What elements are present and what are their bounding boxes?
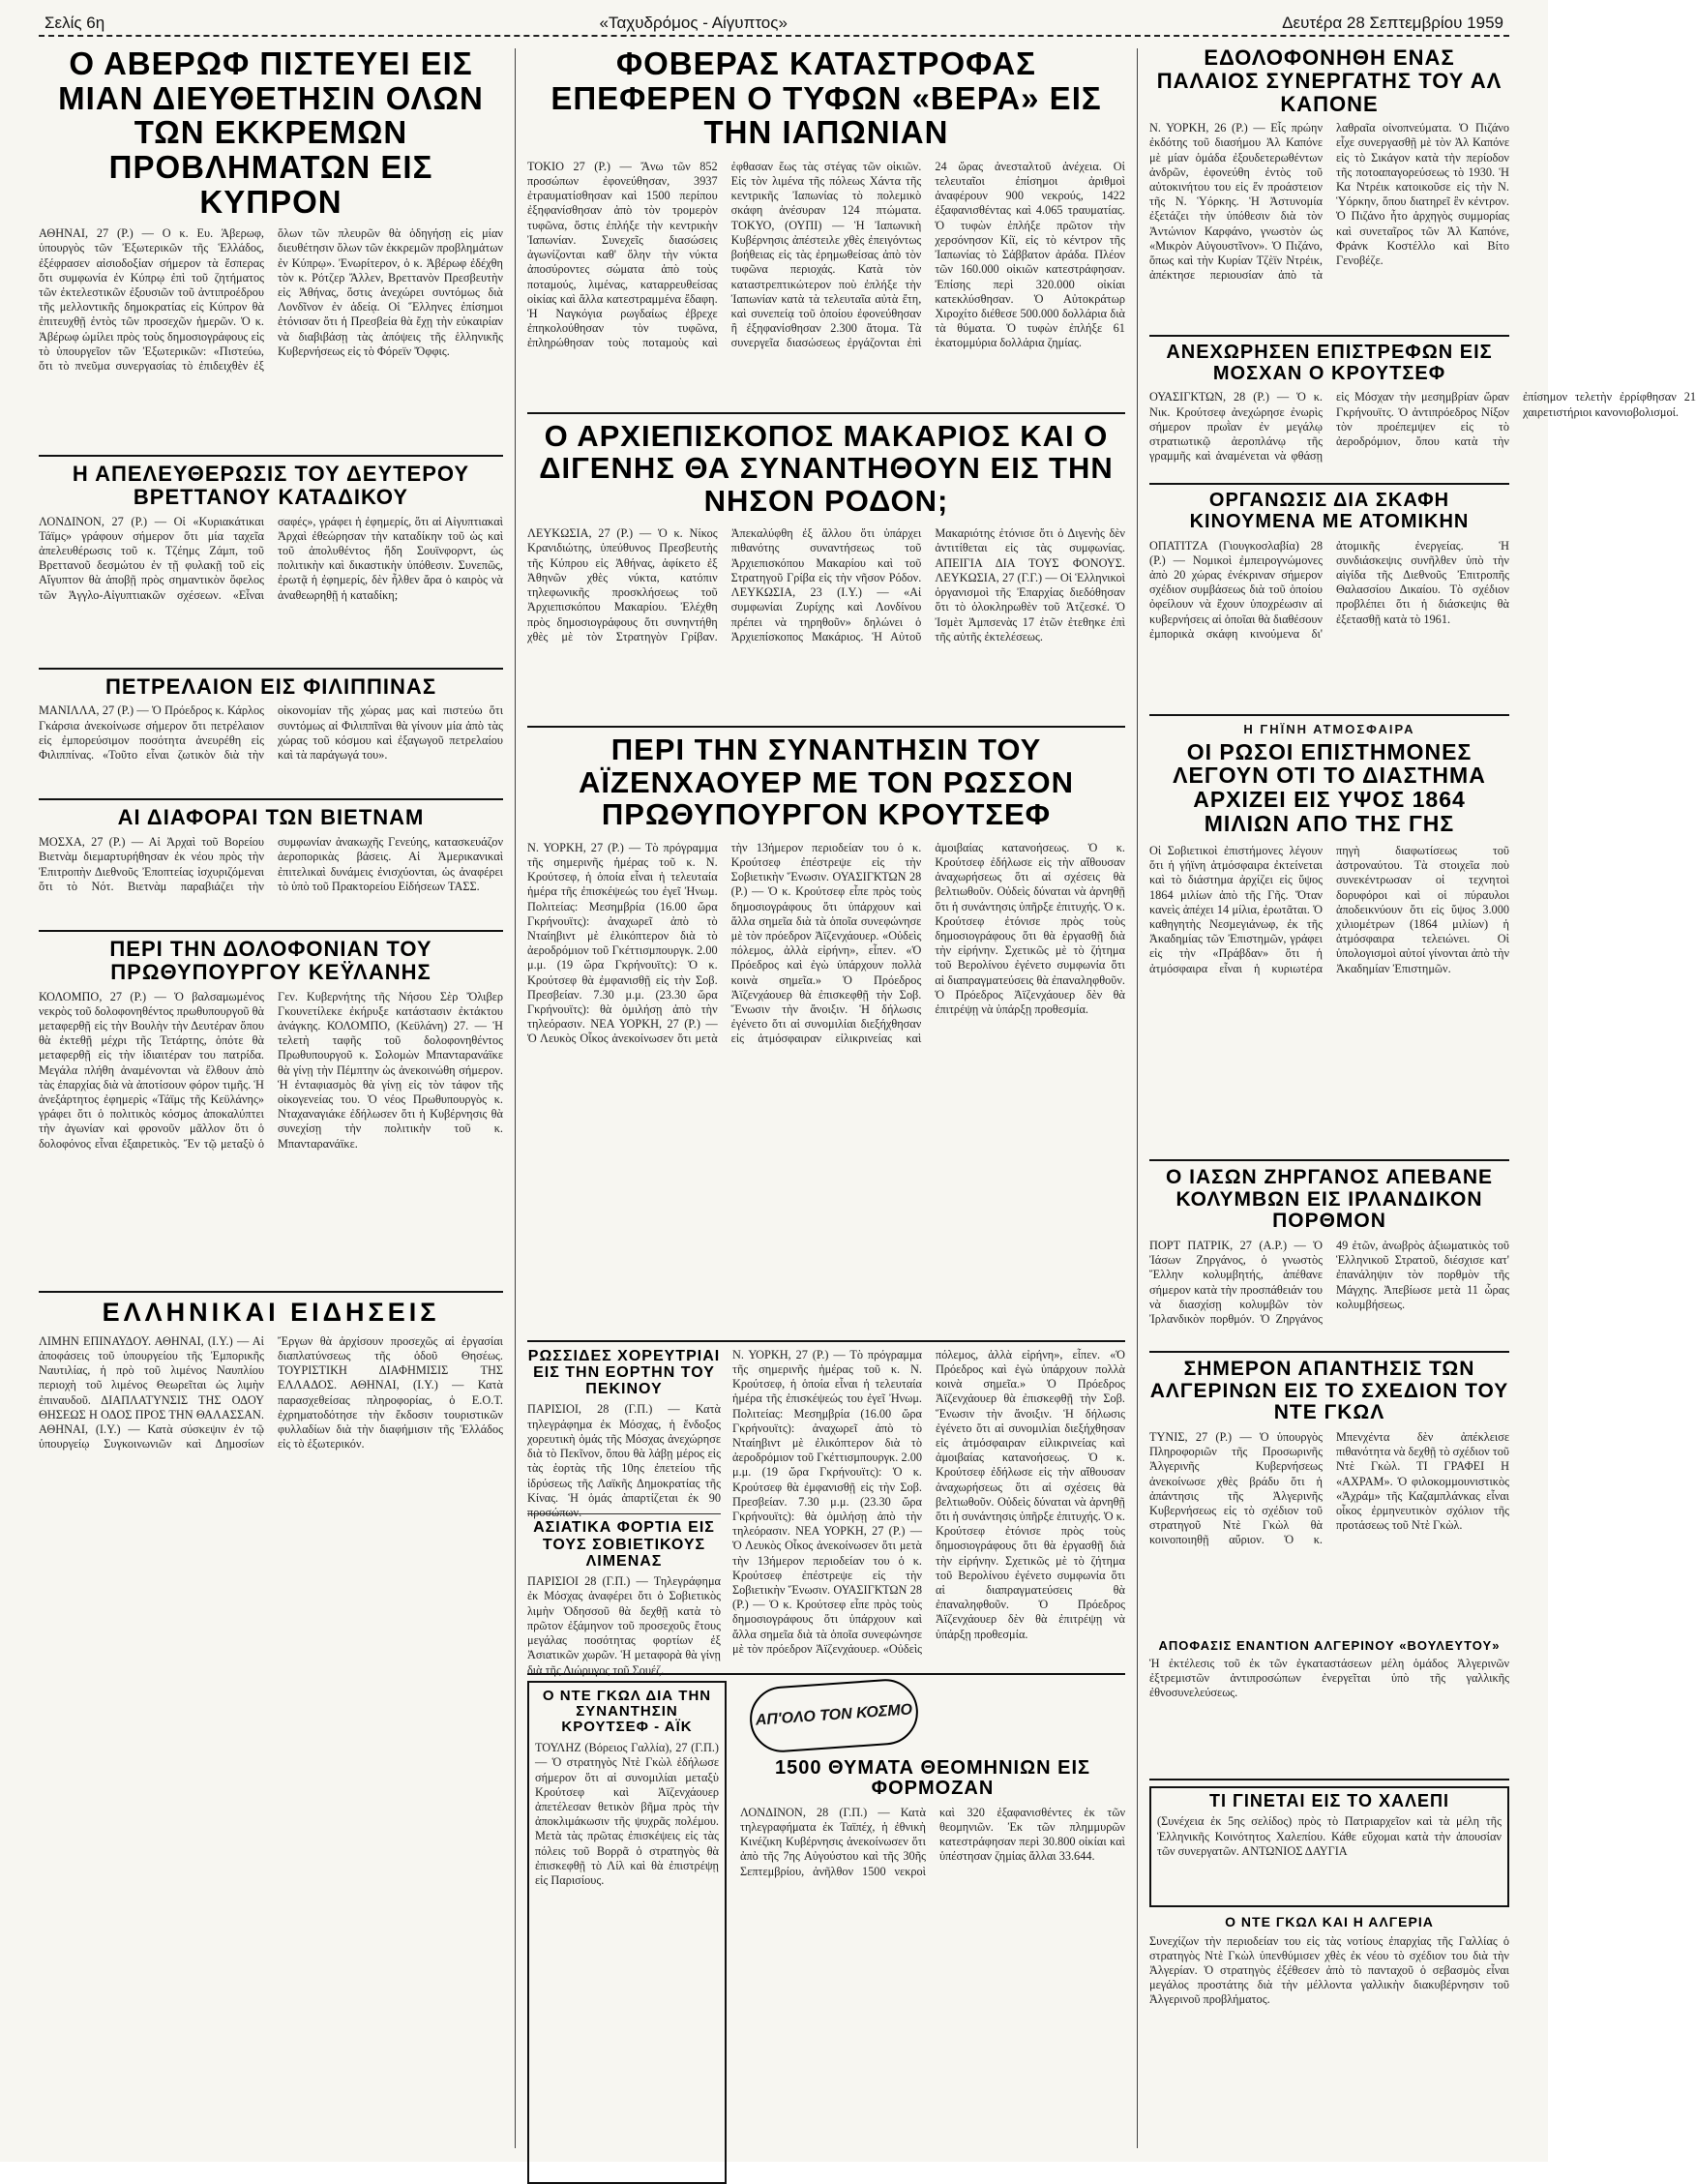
divider bbox=[39, 1291, 503, 1293]
headline-typhoon: ΦΟΒΕΡΑΣ ΚΑΤΑΣΤΡΟΦΑΣ ΕΠΕΦΕΡΕΝ Ο ΤΥΦΩΝ «ΒΕΡΑ» ΕΙΣ ΤΗΝ ΙΑΠΩΝΙΑΝ bbox=[550, 45, 1102, 151]
divider bbox=[39, 668, 503, 670]
article-asian-cargo: ΠΑΡΙΣΙΟΙ 28 (Γ.Π.) — Τηλεγράφημα ἐκ Μόσχας ἀναφέρει ὅτι ὁ Σοβιετικὸς λιμὴν Ὀδησσοῦ θὰ δεχθῇ κατὰ τὸ πρῶτον ἐξάμηνον τοῦ προσεχοῦς ἔτους μεγάλας ποσότητας φορτίων ἐξ Ἀσιατικῶν χωρῶν. Ἡ μεταφορὰ θὰ γίνῃ διὰ τῆς Διώρυγος τοῦ Σουέζ. bbox=[527, 1574, 721, 1677]
article-typhoon: ΤΟΚΙΟ 27 (Ρ.) — Ἄνω τῶν 852 προσώπων ἐφονεύθησαν, 3937 ἐτραυματίσθησαν καὶ 1500 περίπου ἐξηφανίσθησαν ἀπὸ τὸν τρομερὸν τυφῶνα, ὅστις ἐπλήξε τὴν κεντρικὴν Ἰαπωνίαν. Συνεχεῖς διασώσεις ἀγωνίζονται καθ' ὅλην τὴν νύκτα ἀποσύροντες σώματα ἀπὸ τοὺς ποταμούς, λιμένας, καταρρευθείσας οἰκίας καὶ ἄλλα κατεστραμμένα ἔδαφη. Ἡ Ναγκόγια ρωγδαίως ἐβρεχε ἐπηκολούθησαν τὸν τυφῶνα, ἐπληρώθησαν τοὺς ποταμοὺς καὶ ἐφθασαν ἕως τὰς στέγας τῶν οἰκιῶν. Εἰς τὸν λιμένα τῆς πόλεως Χάντα τῆς κεντρικῆς Ἰαπωνίας τὸ πολεμικὸ σκάφη ἀνέσυραν 124 πτώματα. ΤΟΚΥΟ, (ΟΥΠΙ) — Ἡ Ἰαπωνικὴ Κυβέρνησις ἀπέστειλε χθὲς ἐπειγόντως βοήθειας εἰς τὰς ἐρημωθείσας ἀπὸ τὸν τυφῶνα περιοχάς. Κατὰ τὸν καταστρεπτικώτερον ποὺ ἐπλήξε τὴν Ἰαπωνίαν κατὰ τὰ τελευταῖα αὐτὰ ἔτη, καὶ συνεπείᾳ τοῦ ὁποίου ἐφονεύθησαν ἢ ἐξηφανίσθησαν 2.300 ἄτομα. Τὰ συνεργεῖα διασώσεως ἐργάζονται ἐπὶ 24 ὥρας ἀνεσταλτοῦ ἀνέχεια. Οἱ τελευταῖοι ἐπίσημοι ἀριθμοὶ ἀναφέρουν 900 νεκρούς, 1422 ἐξαφανισθέντας καὶ 4.065 τραυματίας. Ὁ τυφὼν ἐπλήξε πρῶτον τὴν χερσόνησον Κίϊ, εἰς τὸ κέντρον τῆς Ἰαπωνίας τὸ Σάββατον ἀράδα. Πλέον τῶν 160.000 οἰκιῶν κατεστράφησαν. Ἐπίσης περὶ 320.000 οἰκίαι κατεκλύσθησαν. Ὁ Αὐτοκράτωρ Χιροχίτο διέθεσε 500.000 δολλάρια διὰ τὰ θύματα. Ὁ τυφὼν ἐπλήξε 61 ἑκατομμύρια δολλάρια ζημίας. bbox=[527, 159, 1125, 350]
box-formosa bbox=[740, 1681, 1125, 2184]
headline-formosa: 1500 ΘΥΜΑΤΑ ΘΕΟΜΗΝΙΩΝ ΕΙΣ ΦΟΡΜΟΖΑΝ bbox=[774, 1756, 1091, 1800]
column-center bbox=[527, 46, 1125, 2151]
headline-aleppo: ΤΙ ΓΙΝΕΤΑΙ ΕΙΣ ΤΟ ΧΑΛΕΠΙ bbox=[1209, 1791, 1449, 1810]
issue-date: Δευτέρα 28 Σεπτεμβρίου 1959 bbox=[1276, 14, 1509, 33]
article-makarios: ΛΕΥΚΩΣΙΑ, 27 (Ρ.) — Ὁ κ. Νίκος Κρανιδιώτης, ὑπεύθυνος Πρεσβευτὴς τῆς Κύπρου εἰς Ἀθήνας, ἀφίκετο ἐξ Ἀθηνῶν χθὲς νύκτα, κατόπιν τηλεφωνικῆς προσκλήσεως τοῦ Ἀρχιεπισκόπου Μακαρίου. Ἐλέχθη πρὸς δημοσιογράφους ὅτι συνηντήθη χθὲς μὲ τὸν Στρατηγὸν Γρίβαν. Ἀπεκαλύφθη ἐξ ἄλλου ὅτι ὑπάρχει πιθανότης συναντήσεως τοῦ Ἀρχιεπισκόπου Μακαρίου καὶ τοῦ Στρατηγοῦ Γρίβα εἰς τὴν νῆσον Ρόδον. ΛΕΥΚΩΣΙΑ, 23 (Ι.Υ.) — «Αἱ συμφωνίαι Ζυρίχης καὶ Λονδίνου πρέπει νὰ τηρηθοῦν» δηλώνει ὁ Ἀρχιεπίσκοπος Μακάριος. Ἡ Αὐτοῦ Μακαριότης ἐτόνισε ὅτι ὁ Διγενὴς δὲν ἀντιτίθεται εἰς τὰς συμφωνίας. ΑΠΕΙΓΙΑ ΔΙΑ ΤΟΥΣ ΦΟΝΟΥΣ. ΛΕΥΚΩΣΙΑ, 27 (Γ.Γ.) — Οἱ Ἑλληνικοὶ ὁργανισμοὶ τῆς Ἐπαρχίας διεδόθησαν ὅτι τὸ ὁλοκληρωθὲν τοῦ Ἀτζεσκέ. Ὁ Ἰσμὲτ Ἀμπσενὰς 17 ἐτῶν ἐτεθηκε ἐπὶ τῆς αὐτῆς ἐκτελέσεως. bbox=[527, 526, 1125, 643]
divider bbox=[527, 1340, 1125, 1342]
article-khrushchev-return: ΟΥΑΣΙΓΚΤΩΝ, 28 (Ρ.) — Ὁ κ. Νικ. Κρούτσεφ ἀνεχώρησε ἐνωρὶς σήμερον πρωῒαν ἐν μεγάλῳ στρατιωτικῷ ἀεροπλάνῳ τῆς γραμμῆς καὶ ἀναμένεται νὰ φθάσῃ εἰς Μόσχαν τὴν μεσημβρίαν ὥραν Γκρήνουϊτς. Ὁ ἀντιπρόεδρος Νίξον τὸν προέπεμψεν εἰς τὸ ἀεροδρόμιον, ὅπου κατὰ τὴν ἐπίσημον τελετὴν ἐρρίφθησαν 21 χαιρετιστήριοι κανονιοβολισμοί. bbox=[1149, 390, 1696, 464]
headline-zirganos: Ο ΙΑΣΩΝ ΖΗΡΓΑΝΟΣ ΑΠΕΒΑΝΕ ΚΟΛΥΜΒΩΝ ΕΙΣ ΙΡΛΑΝΔΙΚΟΝ ΠΟΡΘΜΟΝ bbox=[1165, 1165, 1494, 1233]
article-philippines-oil: ΜΑΝΙΛΛΑ, 27 (Ρ.) — Ὁ Πρόεδρος κ. Κάρλος Γκάρσια ἀνεκοίνωσε σήμερον ὅτι πετρέλαιον εἰς ἐμπορεύσιμον ποσότητα ἀνευρέθη εἰς Φιλιππίνας. «Τοῦτο εἶναι ζωτικὸν διὰ τὴν οἰκονομίαν τῆς χώρας μας καὶ πιστεύω ὅτι συντόμως αἱ Φιλιππῖναι θὰ γίνουν μία ἀπὸ τὰς χώρας τοῦ κόσμου καὶ ἐξαγωγοῦ πετρελαίου καὶ τὰ παράγωγά του». bbox=[39, 703, 503, 762]
lower-center-row bbox=[527, 1347, 1125, 1677]
article-greek-news: ΛΙΜΗΝ ΕΠΙΝΑΥΔΟΥ. ΑΘΗΝΑΙ, (Ι.Υ.) — Αἱ ἀποφάσεις τοῦ ὑπουργείου τῆς Ἐμπορικῆς Ναυτιλίας, ἡ πρὸ τοῦ λιμένος Ναυπλίου περιοχὴ τοῦ λιμένος Θεωρεῖται ὡς λιμὴν ἐπιναυδοῦ. ΔΙΑΠΛΑΤΥΝΣΙΣ ΤΗΣ ΟΔΟΥ ΘΗΣΕΩΣ Η ΟΔΟΣ ΠΡΟΣ ΤΗΝ ΘΑΛΑΣΣΑΝ. ΑΘΗΝΑΙ, (Ι.Υ.) — Κατὰ σύσκεψιν ἐν τῷ ὑπουργείῳ Συγκοινωνιῶν καὶ Δημοσίων Ἔργων θὰ ἀρχίσουν προσεχῶς αἱ ἐργασίαι διαπλατύνσεως τῆς ὁδοῦ Θησέως. ΤΟΥΡΙΣΤΙΚΗ ΔΙΑΦΗΜΙΣΙΣ ΤΗΣ ΕΛΛΑΔΟΣ. ΑΘΗΝΑΙ, (Ι.Υ.) — Κατὰ παρασχεθείσας πληροφορίας, ὁ Ε.Ο.Τ. ἐχρηματοδότησε τὴν ἔκδοσιν τουριστικῶν φυλλαδίων διὰ τὴν διαφήμισιν τῆς Ἑλλάδος εἰς τὸ ἐξωτερικόν. bbox=[39, 1333, 503, 1451]
headline-khrushchev-return: ΑΝΕΧΩΡΗΣΕΝ ΕΠΙΣΤΡΕΦΩΝ ΕΙΣ ΜΟΣΧΑΝ Ο ΚΡΟΥΤΣΕΦ bbox=[1166, 342, 1493, 384]
headline-greek-news: ΕΛΛΗΝΙΚΑΙ ΕΙΔΗΣΕΙΣ bbox=[102, 1297, 440, 1327]
divider bbox=[1149, 1351, 1509, 1353]
divider bbox=[39, 455, 503, 457]
divider bbox=[527, 726, 1125, 728]
column-left bbox=[39, 46, 503, 2151]
bottom-boxes bbox=[527, 1681, 1125, 2184]
kicker-atmosphere: Η ΓΗΪΝΗ ΑΤΜΟΣΦΑΙΡΑ bbox=[1243, 721, 1415, 736]
headline-atomic-ships: ΟΡΓΑΝΩΣΙΣ ΔΙΑ ΣΚΑΦΗ ΚΙΝΟΥΜΕΝΑ ΜΕ ΑΤΟΜΙΚΗΝ bbox=[1189, 490, 1470, 533]
article-eisenhower-continued: Ν. ΥΟΡΚΗ, 27 (Ρ.) — Τὸ πρόγραμμα τῆς σημερινῆς ἡμέρας τοῦ κ. Ν. Κρούτσεφ, ἡ ὁποία εἶναι ἡ τελευταία ἡμέρα τῆς ἐπισκέψεώς του ἐγεῖ Ἠνωμ. Πολιτείας: Μεσημβρία (16.00 ὥρα Γκρήνουϊτς): ἀναχωρεῖ ἀπὸ τὸ Νταίηβιντ μὲ ἐλικόπτερον διὰ τὸ ἀεροδρόμιον τοῦ Γκέττισμπουργκ. 2.00 μ.μ. (19 ὥρα Γκρήνουϊτς): Ὁ κ. Κρούτσεφ θὰ ἐμφανισθῇ εἰς τὴν Σοβ. Πρεσβείαν. 7.30 μ.μ. (23.30 ὥρα Γκρήνουϊτς): θὰ ὁμιλήσῃ ἀπὸ τὴν τηλεόρασιν. ΝΕΑ ΥΟΡΚΗ, 27 (Ρ.) — Ὁ Λευκὸς Οἶκος ἀνεκοίνωσεν ὅτι μετὰ τὴν 13ήμερον περιοδείαν του ὁ κ. Κρούτσεφ ἐπέστρεψε εἰς τὴν Σοβιετικὴν Ἕνωσιν. ΟΥΑΣΙΓΚΤΩΝ 28 (Ρ.) — Ὁ κ. Κρούτσεφ εἶπε πρὸς τοὺς δημοσιογράφους ὅτι ὑπάρχουν καὶ ἄλλα σημεῖα διὰ τὰ ὁποῖα συνεφώνησε μὲ τὸν πρόεδρον Ἀϊζενχάουερ. «Οὐδεὶς πόλεμος, ἀλλὰ εἰρήνη», εἶπεν. «Ὁ Πρόεδρος καὶ ἐγὼ ὑπάρχουν πολλὰ κοινὰ σημεῖα.» Ὁ Πρόεδρος Ἀϊζενχάουερ θὰ ἐπισκεφθῇ τὴν Σοβ. Ἕνωσιν τὴν ἄνοιξιν. Ἡ δήλωσις ἐγένετο ὅτι αἱ συνομιλίαι διεξήχθησαν εἰς ἀτμόσφαιραν εἰλικρινείας καὶ ἀμοιβαίας κατανοήσεως. Ὁ κ. Κρούτσεφ ἐδήλωσε εἰς τὴν αἴθουσαν ἀναχωρήσεως ὅτι αἱ σχέσεις θὰ βελτιωθοῦν. Οὐδεὶς δύναται νὰ ἀρνηθῇ ὅτι ἡ συνάντησις ὑπῆρξε ἐπιτυχής. Ὁ κ. Κρούτσεφ ἐτόνισε πρὸς τοὺς δημοσιογράφους ὅτι θὰ ἐργασθῇ διὰ τὴν εἰρήνην. Σχετικῶς μὲ τὸ ζήτημα τοῦ Βερολίνου ἐγένετο συμφωνία ὅτι αἱ διαπραγματεύσεις θὰ ἐπαναληφθοῦν. Ὁ Πρόεδρος Ἀϊζενχάουερ δὲν θὰ ἐπιτρέψῃ νὰ ὑπάρξῃ προθεσμία. bbox=[732, 1347, 1125, 1656]
world-news-logo bbox=[748, 1677, 920, 1754]
column-divider bbox=[1137, 48, 1138, 2148]
page-header bbox=[39, 8, 1509, 37]
headline-space-altitude: ΟΙ ΡΩΣΟΙ ΕΠΙΣΤΗΜΟΝΕΣ ΛΕΓΟΥΝ ΟΤΙ ΤΟ ΔΙΑΣΤΗΜΑ ΑΡΧΙΖΕΙ ΕΙΣ ΥΨΟΣ 1864 ΜΙΛΙΩΝ ΑΠΟ ΤΗΣ ΓΗΣ bbox=[1173, 738, 1486, 837]
algerian-deputy-block bbox=[1149, 1639, 1509, 1773]
article-dancers: ΠΑΡΙΣΙΟΙ, 28 (Γ.Π.) — Κατὰ τηλεγράφημα ἐκ Μόσχας, ἡ ἔνδοξος χορευτικὴ ὁμάς τῆς Μόσχας ἀνεχώρησε διὰ τὸ Πεκῖνον, ὅπου θὰ λάβῃ μέρος εἰς τὰς ἑορτὰς τῆς 10ης ἐπετείου τῆς ἱδρύσεως τῆς Λαϊκῆς Δημοκρατίας τῆς Κίνας. Ἡ ὁμάς ἀπαρτίζεται ἐκ 90 προσώπων. bbox=[527, 1402, 721, 1519]
lower-right-row bbox=[1149, 1639, 1509, 1773]
divider bbox=[1149, 1779, 1509, 1780]
headline-algerian-deputy: ΑΠΟΦΑΣΙΣ ΕΝΑΝΤΙΟΝ ΑΛΓΕΡΙΝΟΥ «ΒΟΥΛΕΥΤΟΥ» bbox=[1158, 1637, 1501, 1653]
article-algerian-answer: ΤΥΝΙΣ, 27 (Ρ.) — Ὁ ὑπουργὸς Πληροφοριῶν τῆς Προσωρινῆς Ἀλγερινῆς Κυβερνήσεως ἀνεκοίνωσε χθὲς βράδυ ὅτι ἡ ἀπάντησις τῆς Ἀλγερινῆς Κυβερνήσεως εἰς τὸ σχέδιον τοῦ στρατηγοῦ Ντὲ Γκὼλ θὰ κοινοποιηθῇ αὔριον. Ὁ κ. Μπενχέντα δὲν ἀπέκλεισε πιθανότητα νὰ δεχθῇ τὸ σχέδιον τοῦ Ντὲ Γκὼλ. ΤΙ ΓΡΑΦΕΙ Η «ΑΧΡΑΜ». Ὁ φιλοκομμουνιστικὸς «Ἀχράμ» τῆς Καζαμπλάνκας εἶναι οἶκος ἐρμηνευτικὸν σχόλιον τῆς προτάσεως τοῦ Ντὲ Γκὼλ. bbox=[1149, 1429, 1509, 1547]
lower-right-block bbox=[732, 1348, 1125, 1667]
world-news-logo-text: ΑΠ'ΟΛΟ ΤΟΝ ΚΟΣΜΟ bbox=[755, 1701, 913, 1729]
headline-ceylon-pm: ΠΕΡΙ ΤΗΝ ΔΟΛΟΦΟΝΙΑΝ ΤΟΥ ΠΡΩΘΥΠΟΥΡΓΟΥ ΚΕΫΛΑΝΗΣ bbox=[109, 937, 432, 984]
article-zirganos: ΠΟΡΤ ΠΑΤΡΙΚ, 27 (Α.Ρ.) — Ὁ Ἰάσων Ζηργάνος, ὁ γνωστὸς Ἕλλην κολυμβητής, ἀπέθανε σήμερον κατὰ τὴν προσπάθειάν του νὰ διασχίσῃ κολυμβῶν τὸν Ἰρλανδικὸν πορθμόν. Ὁ Ζηργάνος 49 ἐτῶν, ἀνωβρὸς ἀξιωματικὸς τοῦ Ἑλληνικοῦ Στρατοῦ, διέσχισε κατ' ἐπανάληψιν τὸν πορθμὸν τῆς Μάγχης. Ἀπεβίωσε μετὰ 11 ὧρας κολυμβήσεως. bbox=[1149, 1238, 1509, 1326]
article-atomic-ships: ΟΠΑΤΙΤΖΑ (Γιουγκοσλαβία) 28 (Ρ.) — Νομικοὶ ἐμπειρογνώμονες ἀπὸ 20 χώρας ἐνέκριναν σήμερον σχέδιον συμβάσεως διὰ τοῦ ὁποίου ὀφείλουν νὰ ἔχουν ὑποχρέωσιν αἱ κυβερνήσεις αἱ ὁποῖαι θὰ διαθέσουν ἐμπορικὰ σκάφη κινούμενα δι' ἀτομικῆς ἐνεργείας. Ἡ συνδιάσκεψις συνῆλθεν ὑπὸ τὴν αἰγίδα τῆς Διεθνοῦς Ἐπιτροπῆς Θαλασσίου Δικαίου. Τὸ σχέδιον προβλέπει ὅτι ἡ διάσκεψις θὰ ἐξετασθῇ κατὰ τὸ 1961. bbox=[1149, 538, 1509, 641]
article-eisenhower-khrushchev: Ν. ΥΟΡΚΗ, 27 (Ρ.) — Τὸ πρόγραμμα τῆς σημερινῆς ἡμέρας τοῦ κ. Ν. Κρούτσεφ, ἡ ὁποία εἶναι ἡ τελευταία ἡμέρα τῆς ἐπισκέψεώς του ἐγεῖ Ἠνωμ. Πολιτείας: Μεσημβρία (16.00 ὥρα Γκρήνουϊτς): ἀναχωρεῖ ἀπὸ τὸ Νταίηβιντ μὲ ἐλικόπτερον διὰ τὸ ἀεροδρόμιον τοῦ Γκέττισμπουργκ. 2.00 μ.μ. (19 ὥρα Γκρήνουϊτς): Ὁ κ. Κρούτσεφ θὰ ἐμφανισθῇ εἰς τὴν Σοβ. Πρεσβείαν. 7.30 μ.μ. (23.30 ὥρα Γκρήνουϊτς): θὰ ὁμιλήσῃ ἀπὸ τὴν τηλεόρασιν. ΝΕΑ ΥΟΡΚΗ, 27 (Ρ.) — Ὁ Λευκὸς Οἶκος ἀνεκοίνωσεν ὅτι μετὰ τὴν 13ήμερον περιοδείαν του ὁ κ. Κρούτσεφ ἐπέστρεψε εἰς τὴν Σοβιετικὴν Ἕνωσιν. ΟΥΑΣΙΓΚΤΩΝ 28 (Ρ.) — Ὁ κ. Κρούτσεφ εἶπε πρὸς τοὺς δημοσιογράφους ὅτι ὑπάρχουν καὶ ἄλλα σημεῖα διὰ τὰ ὁποῖα συνεφώνησε μὲ τὸν πρόεδρον Ἀϊζενχάουερ. «Οὐδεὶς πόλεμος, ἀλλὰ εἰρήνη», εἶπεν. «Ὁ Πρόεδρος καὶ ἐγὼ ὑπάρχουν πολλὰ κοινὰ σημεῖα.» Ὁ Πρόεδρος Ἀϊζενχάουερ θὰ ἐπισκεφθῇ τὴν Σοβ. Ἕνωσιν τὴν ἄνοιξιν. Ἡ δήλωσις ἐγένετο ὅτι αἱ συνομιλίαι διεξήχθησαν εἰς ἀτμόσφαιραν εἰλικρινείας καὶ ἀμοιβαίας κατανοήσεως. Ὁ κ. Κρούτσεφ ἐδήλωσε εἰς τὴν αἴθουσαν ἀναχωρήσεως ὅτι αἱ σχέσεις θὰ βελτιωθοῦν. Οὐδεὶς δύναται νὰ ἀρνηθῇ ὅτι ἡ συνάντησις ὑπῆρξε ἐπιτυχής. Ὁ κ. Κρούτσεφ ἐτόνισε πρὸς τοὺς δημοσιογράφους ὅτι θὰ ἐργασθῇ διὰ τὴν εἰρήνην. Σχετικῶς μὲ τὸ ζήτημα τοῦ Βερολίνου ἐγένετο συμφωνία ὅτι αἱ διαπραγματεύσεις θὰ ἐπαναληφθοῦν. Ὁ Πρόεδρος Ἀϊζενχάουερ δὲν θὰ ἐπιτρέψῃ νὰ ὑπάρξῃ προθεσμία. bbox=[527, 840, 1125, 1046]
article-de-gaulle-algeria: Συνεχίζων τὴν περιοδείαν του εἰς τὰς νοτίους ἐπαρχίας τῆς Γαλλίας ὁ στρατηγὸς Ντὲ Γκὼλ ὑπενθύμισεν χθὲς ἐκ νέου τὸ σχέδιον του διὰ τὴν Ἀλγερίαν. Ὁ στρατηγὸς ἐξέθεσεν ἀπὸ τὸ πανταχοῦ ὁ σεβασμὸς εἶναι μεγάλος προστάτης διὰ τὴν μέλλοντα γαλλικὴν διακυβέρνησιν τοῦ Ἀλγερινοῦ προβλήματος. bbox=[1149, 1933, 1509, 2007]
page-number: Σελίς 6η bbox=[39, 14, 110, 33]
article-de-gaulle-meeting: ΤΟΥΛΗΖ (Βόρειος Γαλλία), 27 (Γ.Π.) — Ὁ στρατηγὸς Ντὲ Γκὼλ ἐδήλωσε σήμερον ὅτι αἱ συνομιλίαι μεταξὺ Κρούτσεφ καὶ Ἀϊζενχάουερ ἀπετέλεσαν θετικὸν βῆμα πρὸς τὴν ἀποκλιμάκωσιν τῆς ψυχρᾶς πολέμου. Μετὰ τὰς πρῶτας ἐπισκέψεις εἰς τὰς πόλεις τοῦ Βορρᾶ ὁ στρατηγὸς θὰ ἐπισκεφθῇ τὸ Λίλ καὶ θὰ ἐπιστρέψῃ εἰς Παρισίους. bbox=[535, 1741, 719, 1888]
article-vietnam: ΜΟΣΧΑ, 27 (Ρ.) — Αἱ Ἀρχαὶ τοῦ Βορείου Βιετνὰμ διεμαρτυρήθησαν ἐκ νέου πρὸς τὴν Ἐπιτροπὴν Διεθνοῦς Ἐποπτείας ἰσχυριζόμεναι ὅτι τὸ Νότ. Βιετνὰμ παραβιάζει τὴν συμφωνίαν ἀνακωχῆς Γενεύης, κατασκευάζον ἀεροπορικὰς βάσεις. Αἱ Ἀμερικανικαὶ ἐπιτελικαὶ δυνάμεις ἐνισχύονται, ὡς ἀναφέρει τὸ ὑπὸ τοῦ Πρακτορείου Εἰδήσεων ΤΑΣΣ. bbox=[39, 835, 503, 893]
newspaper-name: «Ταχυδρόμος - Αίγυπτος» bbox=[593, 14, 792, 33]
divider bbox=[39, 930, 503, 932]
article-british-prisoner: ΛΟΝΔΙΝΟΝ, 27 (Ρ.) — Οἱ «Κυριακάτικαι Τάϊμς» γράφουν σήμερον ὅτι μία ταχεῖα ἀπελευθέρωσις τοῦ κ. Τζέημς Ζάμπ, τοῦ Βρεττανοῦ δεσμώτου ἐν τῇ φυλακῇ τοῦ εἰς Αἴγυπτον θὰ ἀποβῇ πρὸς σημαντικὸν ὄφελος τῶν Ἀγγλο-Αἰγυπτιακῶν σχέσεων. «Εἶναι σαφές», γράφει ἡ ἐφημερίς, ὅτι αἱ Αἰγυπτιακαὶ Ἀρχαὶ ἐθεώρησαν τὴν καταδίκην τοῦ ὡς καὶ τοῦ ἀπολυθέντος ἤδη Σουϊνφορντ, ὡς πολιτικὴν καὶ δικαστικὴν ὑπόθεσιν. Συνεπῶς, ἐρωτᾷ ἡ ἐφημερίς, δὲν ἦλθεν ἄρα ὁ καιρὸς νὰ ἀναθεωρηθῇ ἡ καταδίκη; bbox=[39, 514, 503, 602]
box-de-gaulle bbox=[527, 1681, 727, 2184]
column-divider bbox=[515, 48, 516, 2148]
box-aleppo bbox=[1149, 1786, 1509, 1907]
headline-algerian-answer: ΣΗΜΕΡΟΝ ΑΠΑΝΤΗΣΙΣ ΤΩΝ ΑΛΓΕΡΙΝΩΝ ΕΙΣ ΤΟ ΣΧΕΔΙΟΝ ΤΟΥ ΝΤΕ ΓΚΩΛ bbox=[1149, 1357, 1509, 1424]
article-formosa: ΛΟΝΔΙΝΟΝ, 28 (Γ.Π.) — Κατὰ τηλεγραφήματα ἐκ Ταϊπέχ, ἡ ἐθνικὴ Κινέζικη Κυβέρνησις ἀνεκοίνωσεν ὅτι ἀπὸ τῆς 7ης Αὐγούστου καὶ τῆς 30ῆς Σεπτεμβρίου, ἀνῆλθον 1500 νεκροὶ καὶ 320 ἐξαφανισθέντες ἐκ τῶν θεομηνιῶν. Ἐκ τῶν πλημμυρῶν κατεστράφησαν περὶ 30.800 οἰκίαι καὶ ὑπέστησαν ζημίας ἄλλαι 33.644. bbox=[740, 1805, 1125, 1878]
headline-philippines-oil: ΠΕΤΡΕΛΑΙΟΝ ΕΙΣ ΦΙΛΙΠΠΙΝΑΣ bbox=[104, 673, 437, 699]
headline-asian-cargo: ΑΣΙΑΤΙΚΑ ΦΟΡΤΙΑ ΕΙΣ ΤΟΥΣ ΣΟΒΙΕΤΙΚΟΥΣ ΛΙΜΕΝΑΣ bbox=[533, 1519, 715, 1571]
article-ceylon-pm: ΚΟΛΟΜΠΟ, 27 (Ρ.) — Ὁ βαλσαμωμένος νεκρὸς τοῦ δολοφονηθέντος πρωθυπουργοῦ θὰ μεταφερθῇ εἰς τὴν Βουλὴν τὴν Δευτέραν ὅπου θὰ ἐκτεθῇ μέχρι τῆς Τετάρτης, ὁπότε θὰ μεταφερθῇ εἰς τὴν ἰδιαιτέραν του πατρίδα. Μεγάλα πλήθη ἀναμένονται νὰ ἔλθουν ἀπὸ τὰς ἐπαρχίας διὰ νὰ ἀποτίσουν φόρον τιμῆς. Ἡ ἀνεξάρτητος ἐφημερὶς «Τάϊμς τῆς Κεϋλάνης» γράφει ὅτι ὁ πολιτικὸς κόσμος ἀποκαλύπτει τὴν ἀγωνίαν καὶ φρονοῦν μᾶλλον ὅτι ὁ δολοφόνος εἶναι ἐξαιρετικὸς. Ἔν τῷ μεταξὺ ὁ Γεν. Κυβερνήτης τῆς Νήσου Σὲρ Ὄλιβερ Γκουνετίλεκε ἐκήρυξε κατάστασιν ἐκτάκτου ἀνάγκης. ΚΟΛΟΜΠΟ, (Κεϋλάνη) 27. — Ἡ τελετὴ ταφῆς τοῦ δολοφονηθέντος Πρωθυπουργοῦ κ. Σολομὼν Μπανταρανάϊκε θὰ γίνῃ τὴν Πέμπτην ὡς ἀνεκοινώθη σήμερον. Ἡ ἐνταφιασμὸς θὰ γίνῃ εἰς τὸν τάφον τῆς οἰκογενείας του. Ὁ νέος Πρωθυπουργὸς κ. Νταχαναγιάκε ἐδήλωσεν ὅτι ἡ Κυβέρνησις θὰ συνεχίσῃ τὴν πολιτικὴν τοῦ κ. Μπανταρανάϊκε. bbox=[39, 989, 503, 1151]
divider bbox=[527, 412, 1125, 414]
divider bbox=[1149, 1159, 1509, 1161]
lower-left-stack bbox=[527, 1347, 721, 1677]
divider bbox=[1149, 335, 1509, 337]
article-aleppo: (Συνέχεια ἐκ 5ης σελίδος) πρὸς τὸ Πατριαρχεῖον καὶ τὰ μέλη τῆς Ἑλληνικῆς Κοινότητος Χαλεπίου. Κάθε εὔχομαι κατὰ τὴν ἀπουσίαν τῶν συνεργατῶν. ΑΝΤΩΝΙΟΣ ΔΑΥΓΙΑ bbox=[1157, 1814, 1502, 1858]
headline-de-gaulle-meeting: Ο ΝΤΕ ΓΚΩΛ ΔΙΑ ΤΗΝ ΣΥΝΑΝΤΗΣΙΝ ΚΡΟΥΤΣΕΦ - ΑΪΚ bbox=[542, 1687, 712, 1736]
article-algerian-deputy: Ἡ ἐκτέλεσις τοῦ ἐκ τῶν ἐγκαταστάσεων μέλη ὁμάδος Ἀλγερινῶν ἐξτρεμιστῶν ἀντιπροσώπων ἐνεργεῖται ὑπὸ τῆς γαλλικῆς ἐθνοσυνελεύσεως. bbox=[1149, 1657, 1509, 1700]
article-space-altitude: Οἱ Σοβιετικοὶ ἐπιστήμονες λέγουν ὅτι ἡ γήϊνη ἀτμόσφαιρα ἐκτείνεται καὶ τὸ διάστημα ἀρχίζει εἰς ὕψος 1864 μιλίων ἀπὸ τῆς Γῆς. Ὅταν κανεὶς ἀπέχει 14 μίλια, ἐρωτᾶται. Ὁ καθηγητὴς Νεσμεγιάνωφ, ἐκ τῆς Ἀκαδημίας τῶν Ἐπιστημῶν, γράφει εἰς τὴν «Πράβδαν» ὅτι ἡ ἀτμόσφαιρα εἶναι ἡ κυριωτέρα πηγὴ διαφωτίσεως τοῦ ἀστροναύτου. Τὰ στοιχεῖα ποὺ συνεκέντρωσαν οἱ τεχνητοὶ δορυφόροι καὶ οἱ πύραυλοι ἀποδεικνύουν ὅτι εἰς ὕψος 3.000 χιλιομέτρων (1864 μιλίων) ἡ ἀτμόσφαιρα τελειώνει. Οἱ ὑπολογισμοὶ αὐτοί γίνονται ἀπὸ τὴν Ἀκαδημίαν Ἐπιστημῶν. bbox=[1149, 843, 1509, 975]
article-capone: Ν. ΥΟΡΚΗ, 26 (Ρ.) — Εἷς πρώην ἐκδότης τοῦ διασήμου Ἀλ Καπόνε μὲ μίαν ὁμάδα ἐξουδετερωθέντων ἀνδρῶν, ἐφονεύθη ἐντὸς τοῦ αὐτοκινήτου του εἰς ἕν προάστειον τῆς Ν. Ὑόρκης. Ἡ Ἀστυνομία ἐξετάζει τὴν ὑπόθεσιν διὰ τὸν Ἀντώνιον Καρφάνο, γνωστὸν ὡς «Μικρὸν Αὐγουστῖνον». Ὁ Πιζάνο, ὅπως καὶ τὴν Κυρίαν Τζὲϊν Ντρέικ, ἀπέκτησε περιουσίαν ἀπὸ τὰ λαθραῖα οἰνοπνεύματα. Ὁ Πιζάνο εἶχε συνεργασθῇ μὲ τὸν Ἀλ Καπόνε εἰς τὸ Σικάγον κατὰ τὴν περίοδον τῆς ποτοαπαγορεύσεως τὸ 1930. Ἡ Κα Ντρέικ κατοικοῦσε εἰς τὴν Ν. Ὑόρκην, ὅπου διατηρεῖ ἓν κέντρον. Ὁ Πιζάνο ἦτο ἀρχηγὸς συμμορίας καὶ συνεταῖρος τῶν Ἀλ Καπόνε, Φράνκ Κοστέλλο καὶ Βίτο Γενοβέζε. bbox=[1149, 121, 1509, 283]
divider bbox=[39, 798, 503, 800]
headline-makarios: Ο ΑΡΧΙΕΠΙΣΚΟΠΟΣ ΜΑΚΑΡΙΟΣ ΚΑΙ Ο ΔΙΓΕΝΗΣ ΘΑ ΣΥΝΑΝΤΗΘΟΥΝ ΕΙΣ ΤΗΝ ΝΗΣΟΝ ΡΟΔΟΝ; bbox=[539, 418, 1114, 518]
headline-british-prisoner: Η ΑΠΕΛΕΥΘΕΡΩΣΙΣ ΤΟΥ ΔΕΥΤΕΡΟΥ ΒΡΕΤΤΑΝΟΥ ΚΑΤΑΔΙΚΟΥ bbox=[72, 462, 470, 509]
divider bbox=[1149, 714, 1509, 716]
headline-de-gaulle-algeria: Ο ΝΤΕ ΓΚΩΛ ΚΑΙ Η ΑΛΓΕΡΙΑ bbox=[1225, 1914, 1434, 1930]
headline-dancers: ΡΩΣΣΙΔΕΣ ΧΟΡΕΥΤΡΙΑΙ ΕΙΣ ΤΗΝ ΕΟΡΤΗΝ ΤΟΥ ΠΕΚΙΝΟΥ bbox=[527, 1347, 721, 1398]
column-right bbox=[1149, 45, 1696, 2151]
headline-vietnam: ΑΙ ΔΙΑΦΟΡΑΙ ΤΩΝ ΒΙΕΤΝΑΜ bbox=[117, 805, 425, 830]
article-averof: ΑΘΗΝΑΙ, 27 (Ρ.) — Ο κ. Ευ. Άβερωφ, ὑπουργὸς τῶν Ἐξωτερικῶν τῆς Ἑλλάδος, ἐξέφρασεν αἰσιοδοξίαν σήμερον τὰ ἔσπερας ὅτι συμφωνία ἐν Κύπρῳ ἐπὶ τοῦ ζητήματος τῶν ἐκτελεστικῶν ἐξουσιῶν τοῦ ἀντιπροέδρου τῆς μελλοντικῆς δημοκρατίας εἰς Κύπρον θὰ ἐπιτευχθῇ ἐντὸς τῶν προσεχῶν ἡμερῶν. Ὁ κ. Ἀβέρωφ ὡμίλει πρὸς τοὺς δημοσιογράφους εἰς τὸ ὑπουργεῖον τῶν Ἐξωτερικῶν: «Πιστεύω, ὅτι τὸ πνεῦμα συνεργασίας τὸ ἐπιδειχθὲν ἐξ ὅλων τῶν πλευρῶν θὰ ὁδηγήσῃ εἰς μίαν διευθέτησιν ὅλων τῶν ἐκκρεμῶν προβλημάτων ἐν Κύπρῳ». Ἐνωρίτερον, ὁ κ. Ἀβέρωφ ἐδέχθη τὸν κ. Ρότζερ Ἄλλεν, Βρεττανὸν Πρεσβευτὴν εἰς Ἀθήνας, ὅστις ἀνεχώρει συντόμως διὰ Λονδῖνον ἐν ἀδείᾳ. Οἱ Ἕλληνες ἐπίσημοι ἐτόνισαν ὅτι ἡ Πρεσβεία θὰ ἔχῃ τὴν εὐκαιρίαν νὰ διαβιβάσῃ τὰς ἀπόψεις τῆς ἑλληνικῆς Κυβερνήσεως εἰς τὸ Φόρεϊν Ὄφφις. bbox=[39, 226, 503, 373]
headline-capone: ΕΔΟΛΟΦΟΝΗΘΗ ΕΝΑΣ ΠΑΛΑΙΟΣ ΣΥΝΕΡΓΑΤΗΣ ΤΟΥ ΑΛ ΚΑΠΟΝΕ bbox=[1156, 45, 1503, 116]
headline-eisenhower-khrushchev: ΠΕΡΙ ΤΗΝ ΣΥΝΑΝΤΗΣΙΝ ΤΟΥ ΑΪΖΕΝΧΑΟΥΕΡ ΜΕ ΤΟΝ ΡΩΣΣΟΝ ΠΡΩΘΥΠΟΥΡΓΟΝ ΚΡΟΥΤΣΕΦ bbox=[579, 733, 1074, 832]
headline-averof: Ο ΑΒΕΡΩΦ ΠΙΣΤΕΥΕΙ ΕΙΣ ΜΙΑΝ ΔΙΕΥΘΕΤΗΣΙΝ ΟΛΩΝ ΤΩΝ ΕΚΚΡΕΜΩΝ ΠΡΟΒΛΗΜΑΤΩΝ ΕΙΣ ΚΥΠΡΟΝ bbox=[58, 45, 484, 220]
divider bbox=[1149, 483, 1509, 485]
